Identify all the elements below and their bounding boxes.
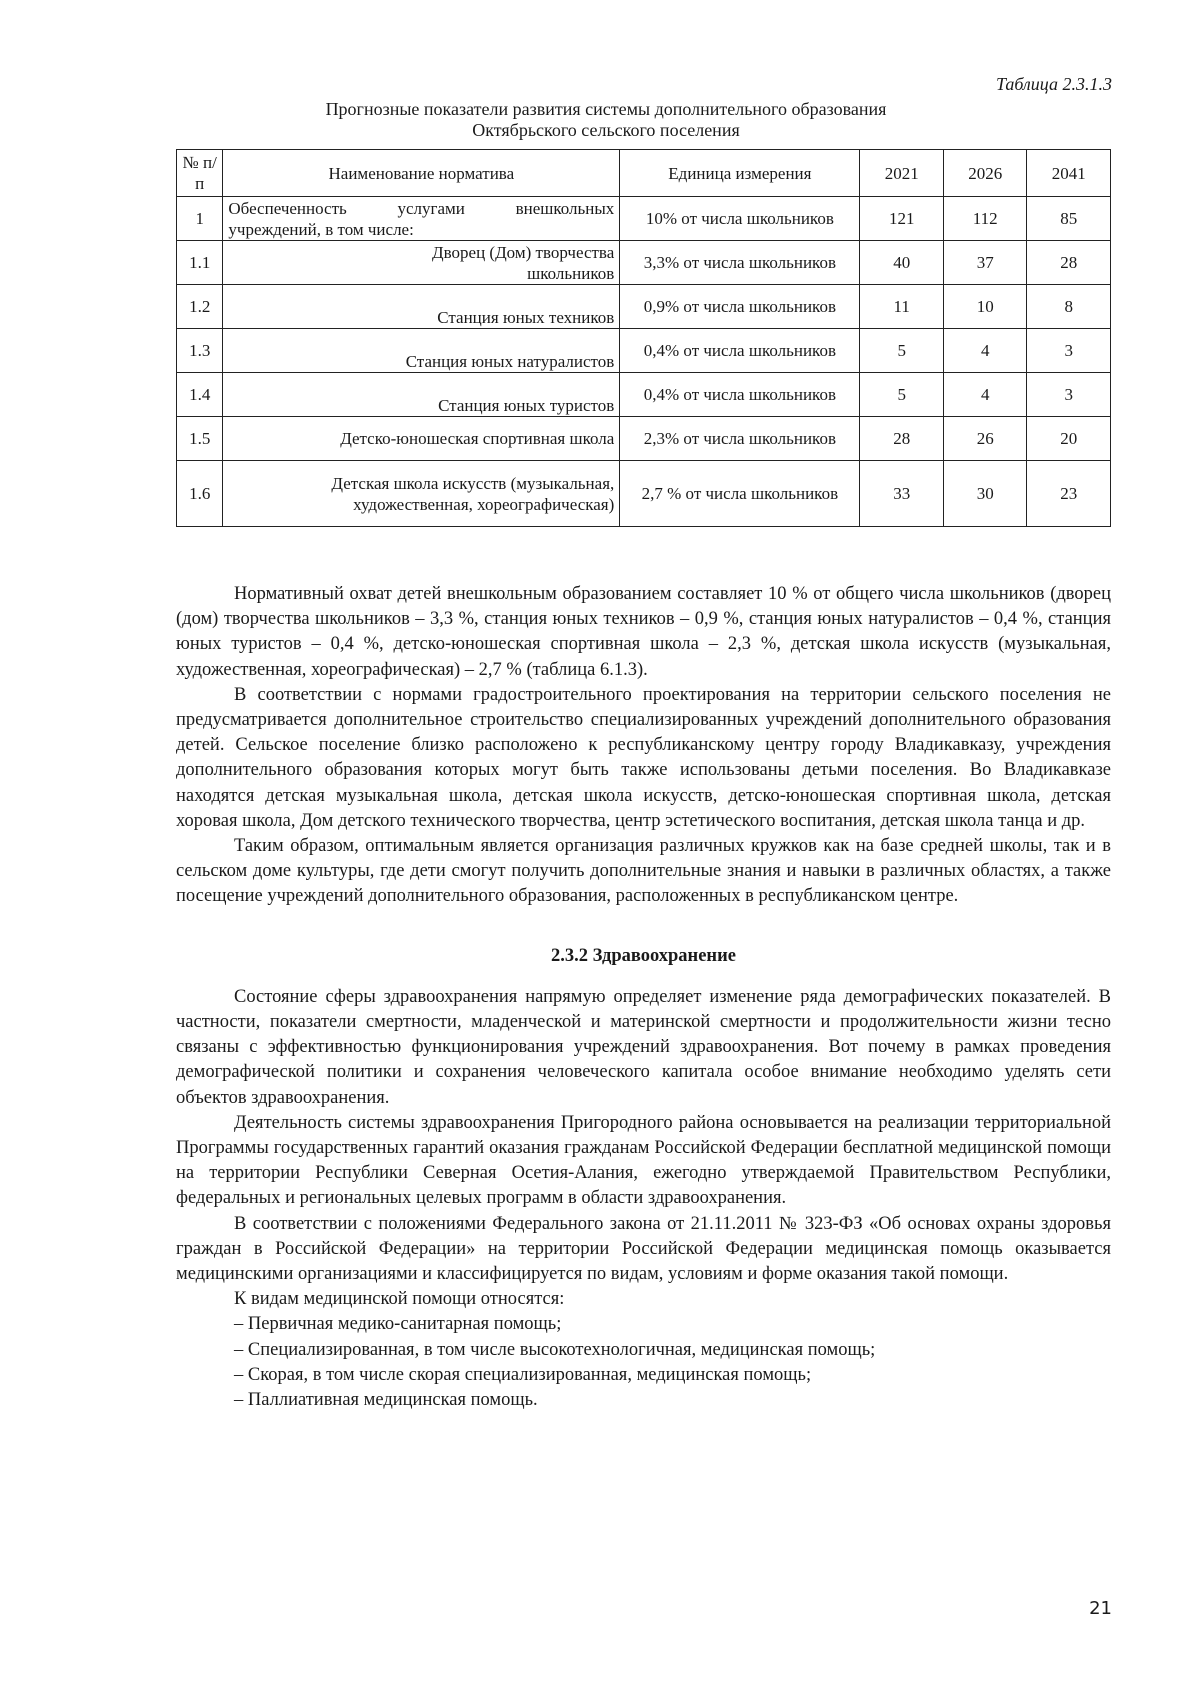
row-2041: 85 <box>1027 197 1111 241</box>
paragraph-conclusion: Таким образом, оптимальным является организация различных кружков как на базе средней школы, так и в сельском доме культуры, где дети смогут получить дополнительные знания и навыки в различных областях, а также посещение учреждений дополнительного образования, расположенных в республиканском центре. <box>176 836 1111 907</box>
additional-education-table <box>176 149 1111 527</box>
row-2026: 4 <box>943 329 1027 373</box>
row-2026: 4 <box>943 373 1027 417</box>
table-header-row <box>177 150 1111 197</box>
table-row <box>177 417 1111 461</box>
row-name: Детско-юношеская спортивная школа <box>223 417 620 461</box>
row-2021: 11 <box>860 285 944 329</box>
paragraph-federal-law: В соответствии с положениями Федерального закона от 21.11.2011 № 323-ФЗ «Об основах охраны здоровья граждан в Российской Федерации» на территории Российской Федерации медицинская помощь оказывается медицинскими организациями и классифицируется по видам, условиям и форме оказания такой помощи. <box>176 1213 1111 1285</box>
row-2041: 3 <box>1027 373 1111 417</box>
row-num: 1.6 <box>177 461 223 527</box>
row-2021: 5 <box>860 373 944 417</box>
list-item: – Первичная медико-санитарная помощь; <box>234 1314 562 1335</box>
body-text <box>176 582 1111 1413</box>
row-unit: 0,9% от числа школьников <box>620 285 860 329</box>
row-2026: 37 <box>943 241 1027 285</box>
header-2026: 2026 <box>943 150 1027 197</box>
page-number: 21 <box>1089 1598 1112 1619</box>
header-num: № п/п <box>177 150 223 197</box>
row-unit: 0,4% от числа школьников <box>620 329 860 373</box>
row-name: Станция юных натуралистов <box>223 329 620 373</box>
row-num: 1 <box>177 197 223 241</box>
row-2026: 112 <box>943 197 1027 241</box>
row-num: 1.3 <box>177 329 223 373</box>
table-caption-line-1: Прогнозные показатели развития системы дополнительного образования <box>325 99 887 119</box>
list-item: – Специализированная, в том числе высокотехнологичная, медицинская помощь; <box>234 1339 876 1360</box>
list-item: – Скорая, в том числе скорая специализированная, медицинская помощь; <box>234 1364 812 1385</box>
row-2041: 20 <box>1027 417 1111 461</box>
header-2021: 2021 <box>860 150 944 197</box>
row-2026: 30 <box>943 461 1027 527</box>
list-item: – Паллиативная медицинская помощь. <box>234 1390 538 1411</box>
paragraph-healthcare-system: Деятельность системы здравоохранения Пригородного района основывается на реализации территориальной Программы государственных гарантий оказания гражданам Российской Федерации бесплатной медицинской помощи на территории Республики Северная Осетия-Алания, ежегодно утверждаемой Правительством Республики, федеральных и региональных целевых программ в области здравоохранения. <box>176 1112 1111 1209</box>
row-unit: 2,3% от числа школьников <box>620 417 860 461</box>
table-row <box>177 241 1111 285</box>
row-name: Детская школа искусств (музыкальная, художественная, хореографическая) <box>223 461 620 527</box>
paragraph-norms: В соответствии с нормами градостроительного проектирования на территории сельского поселения не предусматривается дополнительное строительство специализированных учреждений дополнительного образования детей. Сельское поселение близко расположено к республиканскому центру городу Владикавказу, учреждения дополнительного образования которых могут быть также использованы детьми поселения. Во Владикавказе находятся детская музыкальная школа, детская школа искусств, детско-юношеская спортивная школа, детская хоровая школа, Дом детского технического творчества, центр эстетического воспитания, детская школа танца и др. <box>176 684 1111 831</box>
row-num: 1.1 <box>177 241 223 285</box>
table-caption-line-2: Октябрьского сельского поселения <box>472 120 740 140</box>
list-intro: К видам медицинской помощи относятся: <box>234 1289 565 1310</box>
row-unit: 10% от числа школьников <box>620 197 860 241</box>
row-unit: 2,7 % от числа школьников <box>620 461 860 527</box>
row-unit: 0,4% от числа школьников <box>620 373 860 417</box>
table-row <box>177 461 1111 527</box>
table-row <box>177 285 1111 329</box>
row-2041: 8 <box>1027 285 1111 329</box>
header-unit: Единица измерения <box>620 150 860 197</box>
table-number-label: Таблица 2.3.1.3 <box>995 74 1112 94</box>
section-heading: 2.3.2 Здравоохранение <box>551 945 736 966</box>
header-2041: 2041 <box>1027 150 1111 197</box>
row-2041: 3 <box>1027 329 1111 373</box>
row-2021: 33 <box>860 461 944 527</box>
paragraph-healthcare-state: Состояние сферы здравоохранения напрямую определяет изменение ряда демографических показателей. В частности, показатели смертности, младенческой и материнской смертности и продолжительности жизни тесно связаны с эффективностью функционирования учреждений здравоохранения. Вот почему в рамках проведения демографической политики и сохранения человеческого капитала особое внимание необходимо уделять сети объектов здравоохранения. <box>176 986 1111 1108</box>
row-num: 1.5 <box>177 417 223 461</box>
row-2021: 40 <box>860 241 944 285</box>
row-2021: 121 <box>860 197 944 241</box>
row-2026: 10 <box>943 285 1027 329</box>
row-2026: 26 <box>943 417 1027 461</box>
row-unit: 3,3% от числа школьников <box>620 241 860 285</box>
row-2041: 28 <box>1027 241 1111 285</box>
row-name: Станция юных техников <box>223 285 620 329</box>
row-2021: 28 <box>860 417 944 461</box>
header-name: Наименование норматива <box>223 150 620 197</box>
row-num: 1.2 <box>177 285 223 329</box>
row-2041: 23 <box>1027 461 1111 527</box>
table-caption <box>176 99 1036 141</box>
row-name: Станция юных туристов <box>223 373 620 417</box>
row-2021: 5 <box>860 329 944 373</box>
row-num: 1.4 <box>177 373 223 417</box>
paragraph-coverage: Нормативный охват детей внешкольным образованием составляет 10 % от общего числа школьников (дворец (дом) творчества школьников – 3,3 %, станция юных техников – 0,9 %, станция юных натуралистов – 0,4 %, станция юных туристов – 0,4 %, детско-юношеская спортивная школа – 2,3 %, детская школа искусств (музыкальная, художественная, хореографическая) – 2,7 % (таблица 6.1.3). <box>176 584 1111 680</box>
table-row <box>177 373 1111 417</box>
table-row <box>177 329 1111 373</box>
row-name: Обеспеченность услугами внешкольных учреждений, в том числе: <box>223 197 620 241</box>
row-name: Дворец (Дом) творчества школьников <box>223 241 620 285</box>
table-row <box>177 197 1111 241</box>
